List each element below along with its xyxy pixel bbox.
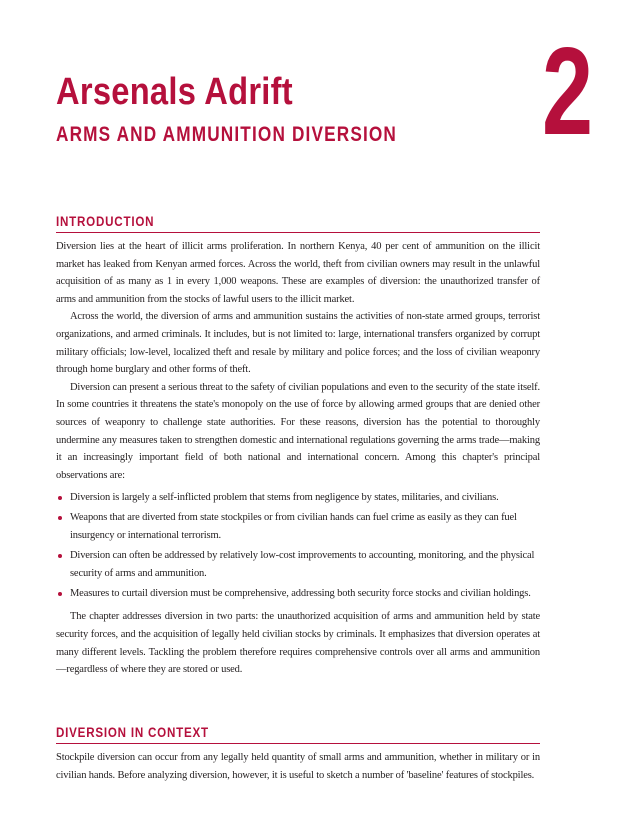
observation-text: Measures to curtail diversion must be comprehensive, addressing both security force stocks and civilian holdings. — [70, 587, 531, 599]
observation-item — [70, 547, 540, 582]
introduction-section — [56, 213, 540, 679]
observation-text: Diversion can often be addressed by relatively low-cost improvements to accounting, monitoring, and the physical security of arms and ammunition. — [70, 550, 535, 579]
bullet-icon — [58, 496, 62, 500]
introduction-heading-text: INTRODUCTION — [56, 214, 155, 229]
observation-item — [70, 489, 540, 507]
observation-text: Diversion is largely a self-inflicted problem that stems from negligence by states, militaries, and civilians. — [70, 492, 499, 504]
intro-paragraph-3: Diversion can present a serious threat to the safety of civilian populations and even to the security of the state itself. In some countries it threatens the state's monopoly on the use of force by allowing armed groups that are denied other sources of weaponry to challenge state authorities. For these reasons, diversion has the potential to thoroughly undermine any measures taken to strengthen domestic and international regulations governing the arms trade—making it an increasingly important field of both national and international concern. Among this chapter's principal observations are: — [56, 381, 540, 481]
context-paragraph: Stockpile diversion can occur from any legally held quantity of small arms and ammunition, whether in military or in civilian hands. Before analyzing diversion, however, it is useful to sketch a number of 'baseline' features of stockpiles. — [56, 752, 540, 781]
observations-list — [56, 489, 540, 602]
context-section — [56, 724, 540, 784]
bullet-icon — [58, 516, 62, 520]
context-heading — [56, 724, 540, 744]
context-heading-text: DIVERSION IN CONTEXT — [56, 725, 209, 740]
introduction-heading — [56, 213, 540, 233]
observation-item — [70, 509, 540, 544]
bullet-icon — [58, 592, 62, 596]
intro-paragraph-1: Diversion lies at the heart of illicit arms proliferation. In northern Kenya, 40 per cent of ammunition on the illicit market has leaked from Kenyan armed forces. Across the world, theft from civilian owners may result in the unlawful acquisition of as many as 1 in every 1,000 weapons. These are examples of diversion: the unauthorized transfer of arms and ammunition from the stocks of lawful users to the illicit market. — [56, 241, 540, 305]
observation-item — [70, 585, 540, 603]
intro-closing-paragraph: The chapter addresses diversion in two parts: the unauthorized acquisition of arms and ammunition held by state security forces, and the acquisition of legally held civilian stocks by criminals. It emphasizes that diversion operates at many different levels. Tackling the problem therefore requires comprehensive controls over all arms and ammunition—regardless of where they are stored or used. — [56, 611, 540, 676]
chapter-number: 2 — [542, 23, 594, 161]
observation-text: Weapons that are diverted from state stockpiles or from civilian hands can fuel crime as easily as they can fuel insurgency or international terrorism. — [70, 512, 517, 541]
bullet-icon — [58, 554, 62, 558]
chapter-title: Arsenals Adrift — [56, 71, 293, 113]
chapter-subtitle: ARMS AND AMMUNITION DIVERSION — [56, 123, 398, 146]
intro-paragraph-2: Across the world, the diversion of arms and ammunition sustains the activities of non-state armed groups, terrorist organizations, and armed criminals. It includes, but is not limited to: large, international transfers organized by corrupt military officials; low-level, localized theft and resale by military and police forces; and the loss of civilian weaponry through home burglary and other forms of theft. — [56, 311, 540, 376]
